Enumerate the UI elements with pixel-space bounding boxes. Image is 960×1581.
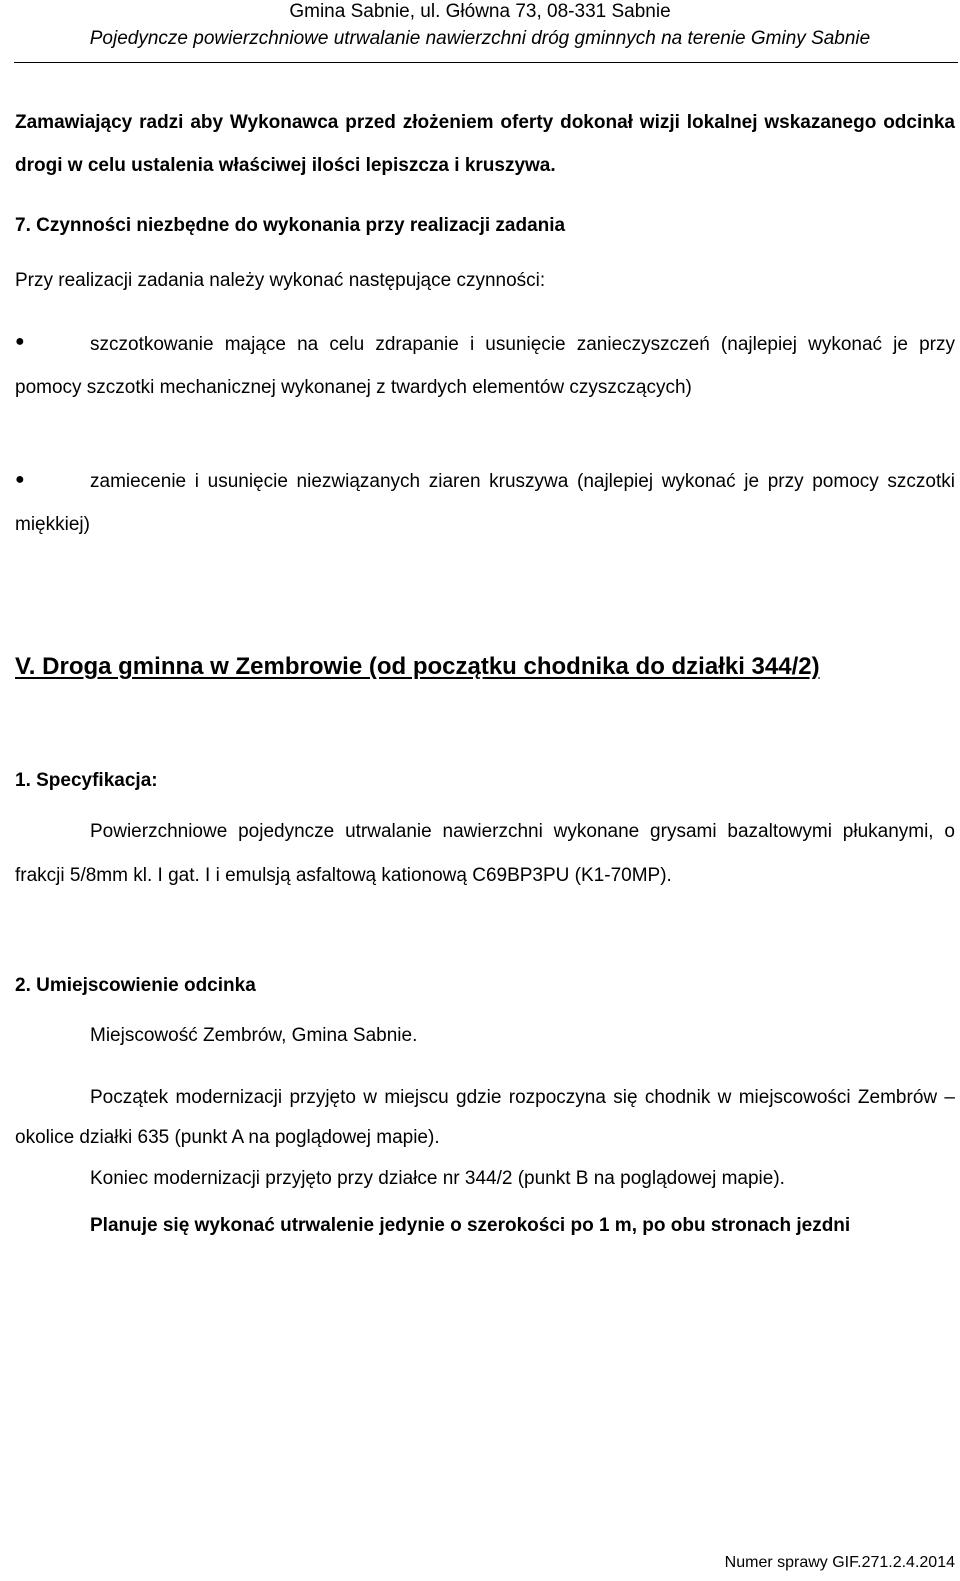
section-v-title: V. Droga gminna w Zembrowie (od początku chodnika do działki 344/2) [15,653,820,680]
section-7-title: 7. Czynności niezbędne do wykonania przy realizacji zadania [15,215,566,236]
intro-paragraph: Zamawiający radzi aby Wykonawca przed złożeniem oferty dokonał wizji lokalnej wskazanego odcinka drogi w celu ustalenia właściwej ilości lepiszcza i kruszywa. [15,112,955,176]
case-number: Numer sprawy GIF.271.2.4.2014 [724,1554,955,1571]
header-address: Gmina Sabnie, ul. Główna 73, 08-331 Sabnie [289,1,671,22]
specification-title: 1. Specyfikacja: [15,770,158,791]
start-description: Początek modernizacji przyjęto w miejscu gdzie rozpoczyna się chodnik w miejscowości Zembrów – okolice działki 635 (punkt A na poglądowej mapie). [15,1087,955,1148]
location-value: Miejscowość Zembrów, Gmina Sabnie. [90,1025,418,1046]
header-subtitle: Pojedyncze powierzchniowe utrwalanie nawierzchni dróg gminnych na terenie Gminy Sabnie [89,28,871,49]
specification-body: Powierzchniowe pojedyncze utrwalanie nawierzchni wykonane grysami bazaltowymi płukanymi, o frakcji 5/8mm kl. I gat. I i emulsją asfaltową kationową C69BP3PU (K1-70MP). [15,821,955,886]
bullet-icon: ● [15,471,25,488]
plan-description: Planuje się wykonać utrwalenie jedynie o szerokości po 1 m, po obu stronach jezdni [90,1215,851,1236]
bullet-icon: ● [15,333,25,350]
location-title: 2. Umiejscowienie odcinka [15,975,256,996]
list-item: szczotkowanie mające na celu zdrapanie i usunięcie zanieczyszczeń (najlepiej wykonać je przy pomocy szczotki mechanicznej wykonanej z twardych elementów czyszczących) [15,334,955,398]
section-7-lead: Przy realizacji zadania należy wykonać następujące czynności: [15,270,546,291]
header-divider [14,62,958,63]
end-description: Koniec modernizacji przyjęto przy działce nr 344/2 (punkt B na poglądowej mapie). [90,1168,785,1189]
list-item: zamiecenie i usunięcie niezwiązanych ziaren kruszywa (najlepiej wykonać je przy pomocy szczotki miękkiej) [15,471,955,535]
